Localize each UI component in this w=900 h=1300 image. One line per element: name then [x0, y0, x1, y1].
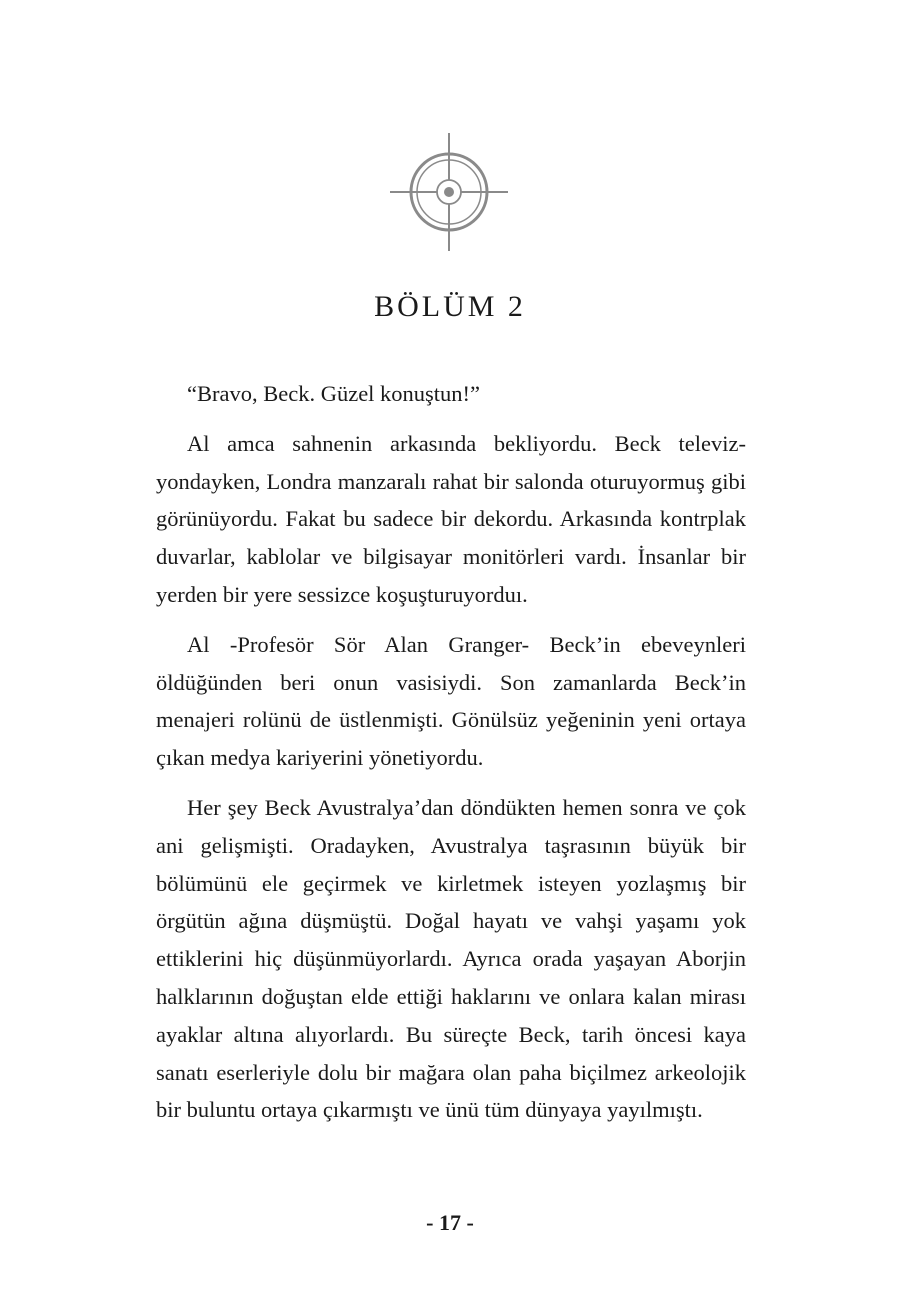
chapter-title: BÖLÜM 2 [374, 290, 526, 323]
paragraph: Al -Profesör Sör Alan Granger- Beck’in ebeveynleri öldüğünden beri onun vasisiydi. Son zamanlarda Beck’in menajeri rolünü de üstlenmişti. Gönülsüz yeğeninin yeni ortaya çıkan medya kariyerini yönetiyordu. [156, 631, 746, 771]
crosshair-target-icon [390, 133, 508, 251]
chapter-body [156, 375, 746, 1141]
paragraph: Al amca sahnenin arkasında bekliyordu. Beck televizyondayken, Londra manzaralı rahat bir salonda oturuyormuş gibi görünüyordu. Fakat bu sadece bir dekordu. Arkasında kontrplak duvarlar, kablolar ve bilgisayar monitörleri vardı. İnsanlar bir yerden bir yere sessizce koşuşturuyorduı. [156, 430, 746, 607]
page-number: - 17 - [426, 1210, 474, 1235]
paragraph: Her şey Beck Avustralya’dan döndükten hemen sonra ve çok ani gelişmişti. Oradayken, Avustralya taşrasının büyük bir bölümünü ele geçirmek ve kirletmek isteyen yozlaşmış bir örgütün ağına düşmüştü. Doğal hayatı ve vahşi yaşamı yok ettiklerini hiç düşünmüyorlardı. Ayrıca orada yaşayan Aborjin halklarının doğuştan elde ettiği haklarını ve onlara kalan mirası ayaklar altına alıyorlardı. Bu süreçte Beck, tarih öncesi kaya sanatı eserleriyle dolu bir mağara olan paha biçilmez arkeolojik bir buluntu ortaya çıkarmıştı ve ünü tüm dünyaya yayılmıştı. [156, 794, 746, 1123]
paragraph: “Bravo, Beck. Güzel konuştun!” [187, 381, 481, 406]
